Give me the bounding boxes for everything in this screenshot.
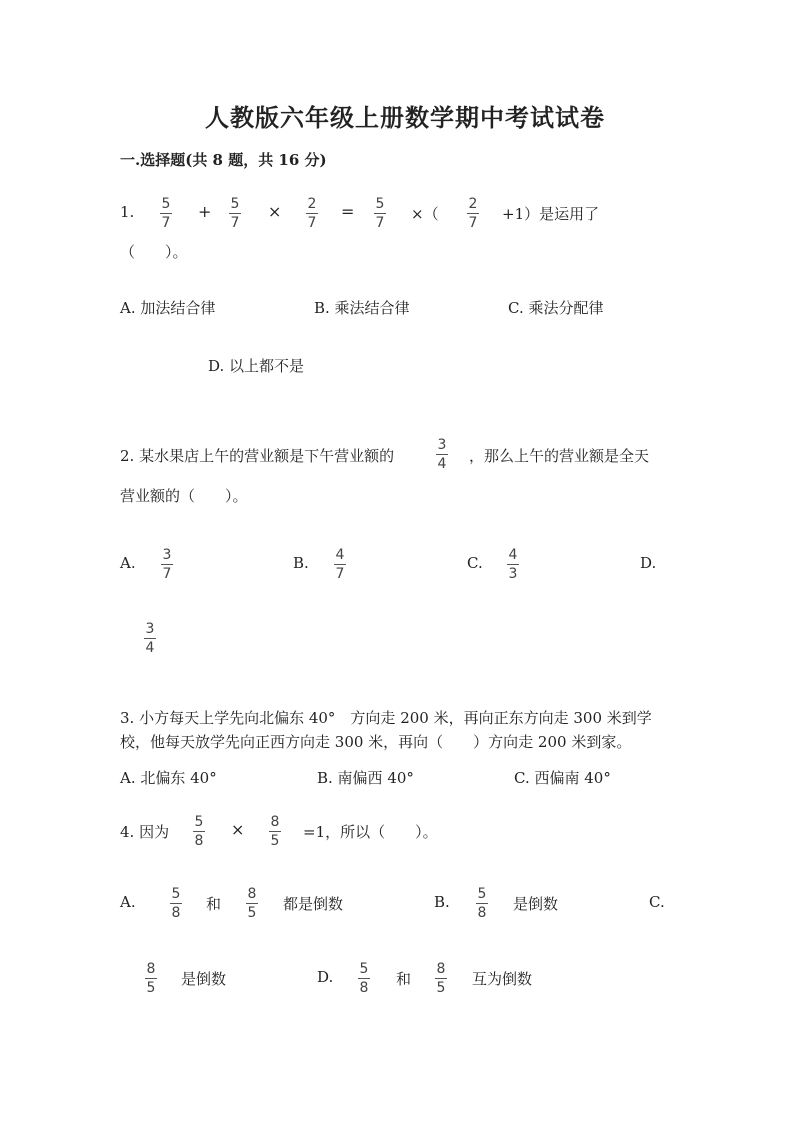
question-text: 3. 小方每天上学先向北偏东 40° 方向走 200 米，再向正东方向走 300 米到学	[120, 709, 652, 727]
option-text: 都是倒数	[283, 895, 344, 913]
fraction: 8 5	[436, 961, 446, 996]
fraction: 5 7	[375, 196, 385, 231]
page-title: 人教版六年级上册数学期中考试试卷	[205, 103, 605, 132]
fraction: 5 8	[171, 886, 181, 921]
option-text: 互为倒数	[472, 970, 533, 988]
question-number: 1.	[120, 203, 135, 221]
fraction: 8 5	[247, 886, 257, 921]
plus-sign: +	[198, 202, 212, 221]
equals-sign: =	[341, 202, 355, 221]
option-text: 是倒数	[181, 970, 227, 988]
fraction: 5 7	[230, 196, 240, 231]
option-c[interactable]: C. 乘法分配律	[508, 299, 604, 317]
times-sign: ×	[268, 202, 282, 221]
option-b[interactable]: B. 南偏西 40°	[317, 769, 414, 787]
answer-blank: 营业额的（ ）。	[120, 487, 248, 505]
option-b[interactable]: B. 乘法结合律	[314, 299, 410, 317]
option-a[interactable]: A.	[120, 554, 136, 572]
times-sign: ×	[231, 820, 245, 839]
option-b[interactable]: B.	[293, 554, 309, 572]
fraction: 4 3	[508, 547, 518, 582]
question-text: =1，所以（ ）。	[303, 823, 438, 841]
option-c[interactable]: C.	[649, 893, 665, 911]
fraction: 5 8	[359, 961, 369, 996]
fraction: 8 5	[146, 961, 156, 996]
fraction: 3 7	[162, 547, 172, 582]
question-text: +1）是运用了	[502, 205, 600, 223]
conjunction: 和	[396, 970, 412, 988]
option-b[interactable]: B.	[434, 893, 450, 911]
question-text: ，那么上午的营业额是全天	[469, 447, 650, 465]
fraction: 5 8	[194, 814, 204, 849]
option-text: 是倒数	[513, 895, 559, 913]
option-c[interactable]: C.	[467, 554, 483, 572]
fraction: 5 8	[477, 886, 487, 921]
fraction: 3 4	[145, 621, 155, 656]
conjunction: 和	[206, 895, 222, 913]
fraction: 8 5	[270, 814, 280, 849]
option-d[interactable]: D.	[317, 968, 334, 986]
question-text: 校，他每天放学先向正西方向走 300 米，再向（ ）方向走 200 米到家。	[120, 733, 632, 751]
option-c[interactable]: C. 西偏南 40°	[514, 769, 611, 787]
fraction: 2 7	[468, 196, 478, 231]
answer-blank: （ ）。	[120, 243, 188, 261]
option-d[interactable]: D.	[640, 554, 657, 572]
option-a[interactable]: A. 北偏东 40°	[120, 769, 217, 787]
section-heading: 一.选择题(共 8 题，共 16 分)	[120, 151, 327, 169]
fraction: 2 7	[307, 196, 317, 231]
fraction: 3 4	[437, 437, 447, 472]
option-a[interactable]: A. 加法结合律	[120, 299, 216, 317]
times-paren: ×（	[411, 205, 439, 223]
fraction: 4 7	[335, 547, 345, 582]
question-text: 4. 因为	[120, 823, 170, 841]
question-text: 2. 某水果店上午的营业额是下午营业额的	[120, 447, 395, 465]
fraction: 5 7	[161, 196, 171, 231]
option-d[interactable]: D. 以上都不是	[208, 357, 305, 375]
option-a[interactable]: A.	[120, 893, 136, 911]
